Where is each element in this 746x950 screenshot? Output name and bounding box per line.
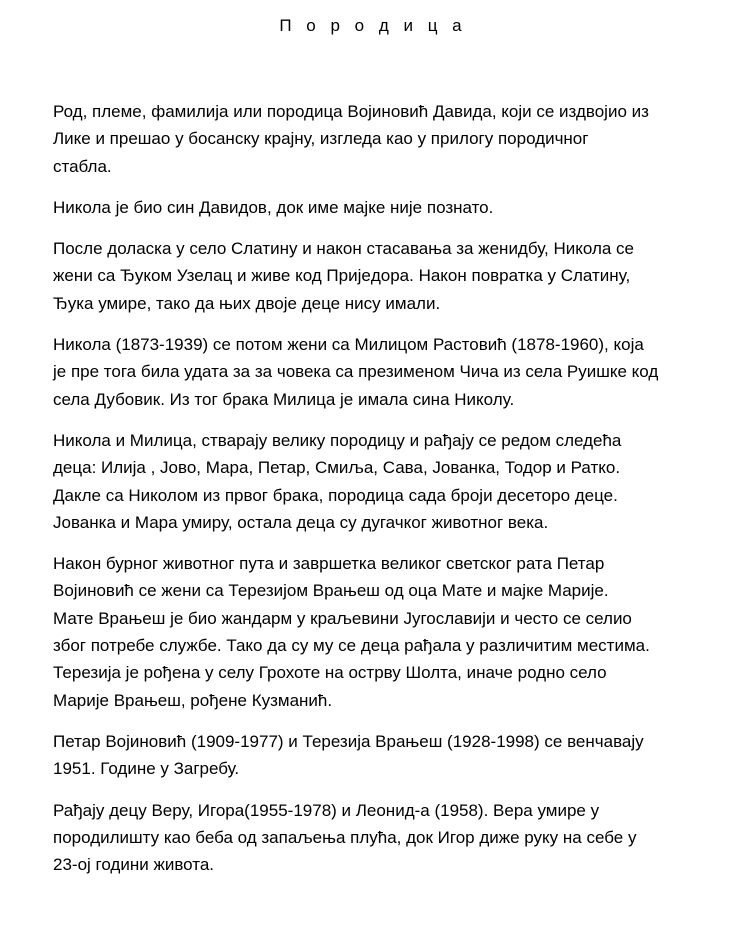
- paragraph-grandchildren: Рађају децу Веру, Игора(1955-1978) и Леонид-а (1958). Вера умире у породилишту као беба од запаљења плућа, док Игор диже руку на себе у 23-ој години живота.: [53, 800, 637, 875]
- paragraph-children: Никола и Милица, стварају велику породицу и рађају се редом следећа деца: Илија , Јово, Мара, Петар, Смиља, Сава, Јованка, Тодор и Ратко. Дакле са Николом из првог брака, породица сада броји десеторо деце. Јованка и Мара умиру, остала деца су дугачког животног века.: [53, 430, 622, 532]
- paragraph-nikola-parent: Никола је био син Давидов, док име мајке није познато.: [53, 197, 494, 217]
- paragraph-second-marriage: Никола (1873-1939) се потом жени са Милицом Растовић (1878-1960), која је пре тога била удата за за човека са презименом Чича из села Руишке код села Дубовик. Из тог брака Милица је имала сина Николу.: [53, 335, 659, 409]
- paragraph-wedding: Петар Војиновић (1909-1977) и Терезија Врањеш (1928-1998) се венчавају 1951. Године у Загребу.: [53, 731, 644, 779]
- paragraph-petar-marriage: Након бурног животног пута и завршетка великог светског рата Петар Војиновић се жени са Терезијом Врањеш од оца Мате и мајке Марије. Мате Врањеш је био жандарм у краљевини Југославији и често се селио због потребе службе. Тако да су му се деца рађала у различитим местима. Терезија је рођена у селу Грохоте на острву Шолта, иначе родно село Марије Врањеш, рођене Кузманић.: [53, 554, 650, 710]
- paragraph-origin: Род, племе, фамилија или породица Војиновић Давида, који се издвојио из Лике и прешао у босанску крајну, изгледа као у прилогу породичног стабла.: [53, 102, 649, 176]
- document-body: [53, 98, 703, 892]
- paragraph-first-marriage: После доласка у село Слатину и након стасавања за женидбу, Никола се жени са Ђуком Узелац и живе код Пријeдора. Након повратка у Слатину, Ђука умире, тако да њих двоје деце нису имали.: [53, 239, 634, 313]
- page-title: П о р о д и ц а: [279, 16, 467, 35]
